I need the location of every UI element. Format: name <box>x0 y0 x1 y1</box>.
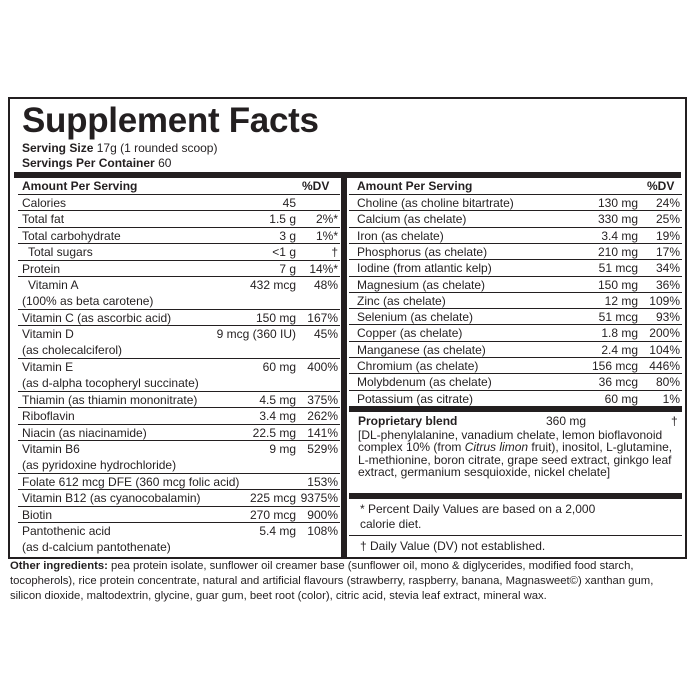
nutrient-name: Potassium (as citrate) <box>357 391 474 406</box>
left-nutrient-row <box>18 473 340 489</box>
left-header-row <box>18 178 340 194</box>
serving-size <box>22 141 217 155</box>
servings-per-container <box>22 156 171 170</box>
nutrient-amount: 51 mcg <box>598 261 638 276</box>
nutrient-name: Vitamin A <box>28 278 79 292</box>
proprietary-blend-section <box>349 412 682 492</box>
proprietary-name: Proprietary blend <box>358 414 458 428</box>
nutrient-name: Choline (as choline bitartrate) <box>357 196 514 210</box>
nutrient-amount: 225 mcg <box>249 491 296 506</box>
nutrient-dv: 36% <box>655 277 680 292</box>
left-nutrient-row <box>18 506 340 522</box>
nutrient-amount: 12 mg <box>604 293 638 308</box>
nutrient-dv: 200% <box>649 326 680 341</box>
footnotes <box>349 499 682 557</box>
nutrient-dv: 446% <box>649 359 680 373</box>
supplement-facts-panel <box>8 97 687 559</box>
nutrient-amount: 3 g <box>279 228 296 243</box>
nutrient-amount: 2.4 mg <box>601 342 638 357</box>
left-nutrient-row <box>18 325 340 358</box>
nutrient-name: Selenium (as chelate) <box>357 310 474 325</box>
nutrient-dv: 9375% <box>300 491 338 506</box>
footnote-percent-dv: * Percent Daily Values are based on a 2,000 calorie diet. <box>360 502 596 531</box>
left-nutrient-row <box>18 407 340 423</box>
serving-size-value: 17g (1 rounded scoop) <box>96 141 218 155</box>
right-nutrient-row <box>349 292 682 308</box>
nutrient-amount: 150 mg <box>255 310 296 325</box>
nutrient-sub: (as d-calcium pantothenate) <box>22 540 171 554</box>
left-nutrient-row <box>18 260 340 276</box>
nutrient-sub: (100% as beta carotene) <box>22 294 154 308</box>
nutrient-amount: 36 mcg <box>598 375 638 390</box>
left-nutrient-row <box>18 309 340 325</box>
nutrient-amount: 270 mcg <box>249 507 296 522</box>
nutrient-dv: 167% <box>307 310 338 325</box>
nutrient-name: Folate 612 mcg DFE (360 mcg folic acid) <box>22 474 240 489</box>
nutrient-amount: 3.4 mg <box>259 409 296 424</box>
nutrient-dv: 1%* <box>315 228 338 243</box>
other-ingredients <box>10 559 686 605</box>
nutrient-sub: (as pyridoxine hydrochloride) <box>22 458 177 472</box>
nutrient-name: Calcium (as chelate) <box>357 212 467 227</box>
nutrient-name: Chromium (as chelate) <box>357 359 479 373</box>
nutrient-dv: 529% <box>307 442 338 456</box>
left-nutrient-row <box>18 210 340 226</box>
nutrient-amount: 150 mg <box>597 277 638 292</box>
nutrient-name: Protein <box>22 261 61 276</box>
nutrient-name: Vitamin C (as ascorbic acid) <box>22 310 172 325</box>
nutrient-amount: 22.5 mg <box>252 425 296 440</box>
left-nutrient-row <box>18 358 340 391</box>
right-nutrient-row <box>349 324 682 340</box>
nutrient-name: Iodine (from atlantic kelp) <box>357 261 492 276</box>
nutrient-name: Riboflavin <box>22 409 75 424</box>
right-nutrient-row <box>349 227 682 243</box>
left-nutrient-row <box>18 440 340 473</box>
left-header-dv: %DV <box>302 179 330 193</box>
nutrient-amount: 5.4 mg <box>259 524 296 538</box>
right-nutrient-row <box>349 243 682 259</box>
left-header-amount: Amount Per Serving <box>22 179 138 193</box>
nutrient-amount: 51 mcg <box>598 310 638 325</box>
nutrient-dv: 48% <box>313 278 338 292</box>
nutrient-name: Thiamin (as thiamin mononitrate) <box>22 392 198 407</box>
left-nutrient-row <box>18 227 340 243</box>
nutrient-dv: † <box>331 245 338 260</box>
nutrient-dv: 108% <box>307 524 338 538</box>
nutrient-amount: 156 mcg <box>591 359 638 373</box>
right-nutrient-row <box>349 308 682 324</box>
nutrient-name: Molybdenum (as chelate) <box>357 375 492 390</box>
footnote-divider <box>349 535 682 536</box>
nutrient-name: Biotin <box>22 507 53 522</box>
servings-per-container-label: Servings Per Container <box>22 156 155 170</box>
nutrient-dv: 14%* <box>309 261 338 276</box>
nutrient-sub: (as d-alpha tocopheryl succinate) <box>22 376 199 390</box>
nutrient-dv: 19% <box>655 228 680 243</box>
nutrient-dv: 375% <box>307 392 338 407</box>
nutrient-amount: 1.8 mg <box>601 326 638 341</box>
nutrient-dv: 109% <box>649 293 680 308</box>
proprietary-dv: † <box>671 414 678 428</box>
nutrient-name: Total carbohydrate <box>22 228 121 243</box>
nutrient-amount: 330 mg <box>597 212 638 227</box>
serving-size-label: Serving Size <box>22 141 94 155</box>
nutrient-name: Calories <box>22 196 67 210</box>
right-nutrient-row <box>349 341 682 357</box>
nutrient-dv: 2%* <box>315 212 338 227</box>
nutrient-name: Vitamin E <box>22 360 74 374</box>
nutrient-dv: 141% <box>307 425 338 440</box>
other-ingredients-label: Other ingredients: <box>10 560 108 572</box>
right-nutrient-row <box>349 194 682 210</box>
column-divider <box>341 175 347 557</box>
left-nutrient-row <box>18 194 340 210</box>
nutrient-name: Vitamin B12 (as cyanocobalamin) <box>22 491 201 506</box>
left-nutrient-column <box>18 178 340 558</box>
nutrient-amount: 432 mcg <box>249 278 296 292</box>
right-nutrient-row <box>349 210 682 226</box>
nutrient-name: Zinc (as chelate) <box>357 293 446 308</box>
nutrient-sub: (as cholecalciferol) <box>22 343 123 358</box>
right-header-amount: Amount Per Serving <box>357 179 473 193</box>
nutrient-dv: 900% <box>307 507 338 522</box>
nutrient-amount: <1 g <box>272 245 296 260</box>
nutrient-name: Vitamin D <box>22 327 74 342</box>
nutrient-dv: 17% <box>655 244 680 259</box>
right-nutrient-row <box>349 276 682 292</box>
nutrient-name: Pantothenic acid <box>22 524 111 538</box>
left-nutrient-row <box>18 276 340 309</box>
nutrient-name: Total sugars <box>28 245 93 260</box>
left-nutrient-row <box>18 489 340 505</box>
right-header-row <box>349 178 682 194</box>
nutrient-dv: 1% <box>662 391 680 406</box>
nutrient-name: Total fat <box>22 212 65 227</box>
nutrient-dv: 93% <box>655 310 680 325</box>
nutrient-dv: 400% <box>307 360 338 374</box>
nutrient-dv: 25% <box>655 212 680 227</box>
nutrient-amount: 7 g <box>279 261 296 276</box>
footnote-dagger: † Daily Value (DV) not established. <box>360 539 546 553</box>
right-nutrient-row <box>349 390 682 406</box>
nutrient-dv: 104% <box>649 342 680 357</box>
left-nutrient-row <box>18 424 340 440</box>
nutrient-name: Niacin (as niacinamide) <box>22 425 147 440</box>
proprietary-text-italic: Citrus limon <box>464 440 529 455</box>
nutrient-dv: 45% <box>313 327 338 342</box>
nutrient-amount: 9 mcg (360 IU) <box>216 327 296 342</box>
servings-per-container-value: 60 <box>158 156 172 170</box>
nutrient-name: Magnesium (as chelate) <box>357 277 486 292</box>
nutrient-amount: 4.5 mg <box>259 392 296 407</box>
left-nutrient-row <box>18 391 340 407</box>
nutrient-name: Manganese (as chelate) <box>357 342 486 357</box>
nutrient-amount: 130 mg <box>597 196 638 210</box>
left-nutrient-row <box>18 522 340 555</box>
proprietary-text-a: [DL-phenylalanine, vanadium chelate, lemon bioflavonoid complex 10% (from <box>358 428 663 455</box>
nutrient-dv: 24% <box>655 196 680 210</box>
right-header-dv: %DV <box>647 179 675 193</box>
nutrient-dv: 153% <box>307 474 338 489</box>
nutrient-amount: 45 <box>282 196 296 210</box>
nutrient-amount: 60 mg <box>604 391 638 406</box>
nutrient-dv: 262% <box>307 409 338 424</box>
other-ingredients-text: pea protein isolate, sunflower oil creamer base (sunflower oil, mono & diglycerides, modified food starch, tocopherols), rice protein concentrate, natural and artificial flavours (strawberry, raspberry, banana, Magnasweet©) xanthan gum, silicon dioxide, maltodextrin, glycine, guar gum, beet root (color), citric acid, stevia leaf extract, mineral wax. <box>10 560 654 603</box>
proprietary-text-b: fruit), inositol, L-glutamine, L-methionine, boron citrate, grape seed extract, ginkgo leaf extract, germanium sesquioxide, nickel chelate] <box>358 440 673 480</box>
nutrient-amount: 3.4 mg <box>601 228 638 243</box>
left-nutrient-row <box>18 243 340 259</box>
right-nutrient-row <box>349 357 682 373</box>
nutrient-amount: 9 mg <box>269 442 296 456</box>
right-nutrient-row <box>349 259 682 275</box>
right-nutrient-row <box>349 373 682 389</box>
proprietary-ingredients <box>358 429 678 479</box>
nutrient-dv: 34% <box>655 261 680 276</box>
nutrient-name: Phosphorus (as chelate) <box>357 244 488 259</box>
nutrient-amount: 1.5 g <box>269 212 296 227</box>
panel-title: Supplement Facts <box>22 101 319 140</box>
nutrient-amount: 60 mg <box>262 360 296 374</box>
proprietary-amount: 360 mg <box>546 414 587 428</box>
nutrient-name: Iron (as chelate) <box>357 228 444 243</box>
nutrient-amount: 210 mg <box>597 244 638 259</box>
nutrient-name: Vitamin B6 <box>22 442 80 456</box>
nutrient-dv: 80% <box>655 375 680 390</box>
nutrient-name: Copper (as chelate) <box>357 326 463 341</box>
